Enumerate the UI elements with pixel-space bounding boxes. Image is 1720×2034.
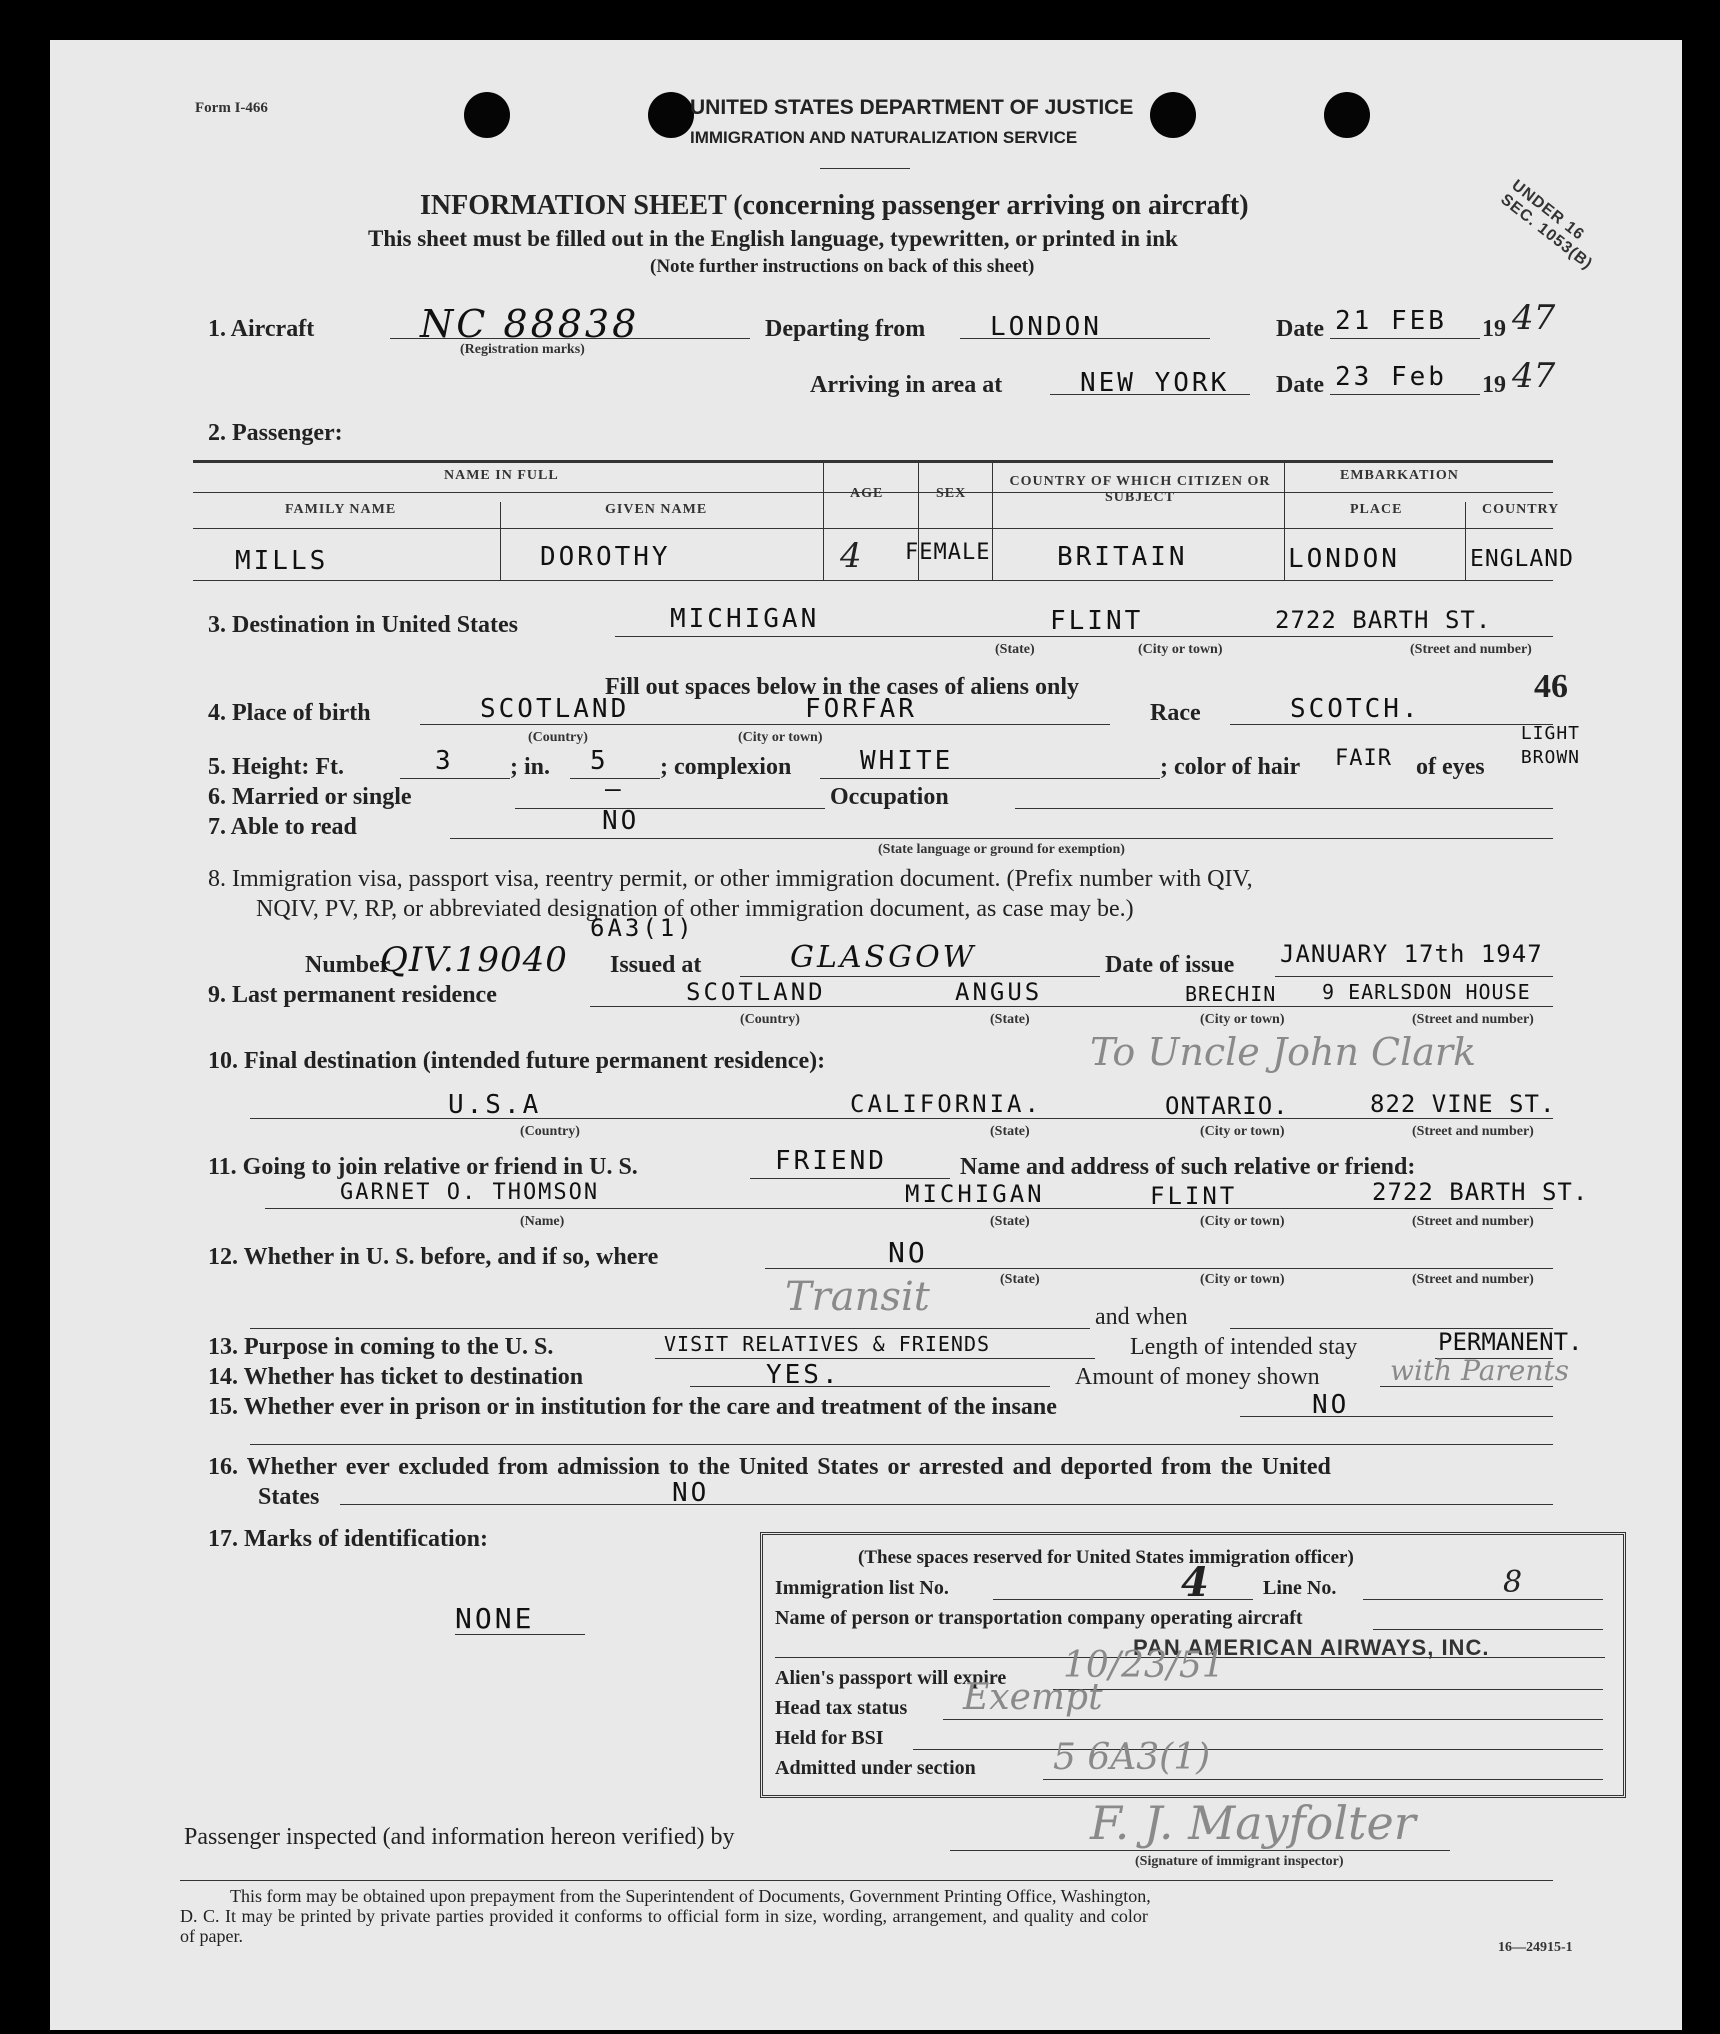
height-inches: 5 [590, 746, 609, 776]
destination-label: 3. Destination in United States [208, 612, 519, 638]
join-label: 11. Going to join relative or friend in U. S. [208, 1154, 638, 1180]
line-label: Line No. [1263, 1577, 1337, 1599]
tax-label: Head tax status [775, 1697, 908, 1719]
caption-birth-city: (City or town) [738, 730, 823, 745]
caption-res-street: (Street and number) [1412, 1012, 1534, 1027]
excluded-label: 16. Whether ever excluded from admission to the United States or arrested and deported from the United [208, 1454, 1331, 1480]
form-sheet [50, 40, 1682, 2030]
before-value: NO [888, 1236, 928, 1269]
arriving-label: Arriving in area at [810, 372, 1003, 398]
ticket-value: YES. [766, 1360, 841, 1390]
number-46: 46 [1534, 668, 1568, 705]
caption-join-street: (Street and number) [1412, 1214, 1534, 1229]
final-destination-annotation: To Uncle John Clark [1090, 1030, 1477, 1074]
final-street: 822 VINE ST. [1370, 1090, 1556, 1118]
birth-country: SCOTLAND [480, 694, 630, 724]
arriving-value: NEW YORK [1080, 368, 1230, 398]
birth-label: 4. Place of birth [208, 700, 371, 726]
last-residence-label: 9. Last permanent residence [208, 982, 497, 1008]
header-embarkation: EMBARKATION [1340, 468, 1459, 483]
header-name-in-full: NAME IN FULL [444, 468, 559, 483]
caption-birth-country: (Country) [528, 730, 588, 745]
read-caption: (State language or ground for exemption) [878, 842, 1125, 857]
bsi-label: Held for BSI [775, 1727, 884, 1749]
passenger-family-name: MILLS [235, 546, 329, 576]
visa-annotation: 6A3(1) [590, 914, 695, 942]
issued-label: Issued at [610, 952, 702, 978]
caption-final-country: (Country) [520, 1124, 580, 1139]
marks-value: NONE [455, 1602, 535, 1635]
read-value: NO [602, 806, 640, 836]
registration-caption: (Registration marks) [460, 342, 585, 357]
caption-street: (Street and number) [1410, 642, 1532, 657]
header-embarkation-place: PLACE [1350, 502, 1403, 517]
join-street: 2722 BARTH ST. [1372, 1178, 1589, 1206]
marks-label: 17. Marks of identification: [208, 1526, 488, 1552]
read-label: 7. Able to read [208, 814, 357, 840]
before-label: 12. Whether in U. S. before, and if so, where [208, 1244, 659, 1270]
header-age: AGE [850, 486, 884, 501]
caption-state: (State) [995, 642, 1035, 657]
aircraft-label: 1. Aircraft [208, 316, 315, 342]
passenger-label: 2. Passenger: [208, 420, 343, 446]
race-label: Race [1150, 700, 1201, 726]
date-of-issue: JANUARY 17th 1947 [1280, 940, 1543, 968]
join-city: FLINT [1150, 1182, 1238, 1210]
aliens-note: Fill out spaces below in the cases of aliens only [605, 674, 1080, 700]
header-family-name: FAMILY NAME [285, 502, 397, 517]
height-feet: 3 [435, 746, 454, 776]
caption-before-city: (City or town) [1200, 1272, 1285, 1287]
passenger-embarkation-place: LONDON [1288, 544, 1400, 574]
occupation-label: Occupation [830, 784, 949, 810]
caption-before-street: (Street and number) [1412, 1272, 1534, 1287]
header-sex: SEX [936, 486, 967, 501]
prison-label: 15. Whether ever in prison or in institution for the care and treatment of the insane [208, 1394, 1057, 1420]
passenger-age: 4 [840, 536, 862, 576]
married-label: 6. Married or single [208, 784, 412, 810]
last-res-street: 9 EARLSDON HOUSE [1322, 980, 1531, 1004]
passenger-citizenship: BRITAIN [1057, 542, 1188, 572]
caption-join-city: (City or town) [1200, 1214, 1285, 1229]
passenger-sex: FEMALE [905, 540, 991, 565]
prison-value: NO [1312, 1390, 1350, 1420]
join-value: FRIEND [775, 1146, 887, 1176]
join-state: MICHIGAN [905, 1180, 1045, 1208]
purpose-label: 13. Purpose in coming to the U. S. [208, 1334, 554, 1360]
issued-value: GLASGOW [790, 940, 977, 975]
complexion-label: ; complexion [660, 754, 792, 780]
caption-final-street: (Street and number) [1412, 1124, 1534, 1139]
final-state: CALIFORNIA. [850, 1090, 1042, 1118]
last-res-state: ANGUS [955, 978, 1043, 1006]
destination-street: 2722 BARTH ST. [1275, 606, 1492, 634]
hair-label: ; color of hair [1160, 754, 1301, 780]
date-of-issue-label: Date of issue [1105, 952, 1235, 978]
inches-label: ; in. [510, 754, 551, 780]
join-name-label: Name and address of such relative or friend: [960, 1154, 1416, 1180]
footer-line-1: This form may be obtained upon prepayment from the Superintendent of Documents, Government Printing Office, Washington, [230, 1886, 1151, 1906]
form-instruction: This sheet must be filled out in the English language, typewritten, or printed in ink [368, 226, 1178, 251]
punch-hole [464, 92, 510, 138]
expire-value: 10/23/51 [1063, 1645, 1225, 1686]
line-value: 8 [1503, 1565, 1523, 1600]
inspector-signature: F. J. Mayfolter [1090, 1796, 1416, 1850]
footer-line-3: of paper. [180, 1926, 243, 1946]
admitted-label: Admitted under section [775, 1757, 976, 1779]
when-label: and when [1095, 1304, 1188, 1330]
money-label: Amount of money shown [1075, 1364, 1320, 1390]
last-res-country: SCOTLAND [686, 978, 826, 1006]
caption-city: (City or town) [1138, 642, 1223, 657]
excluded-value: NO [672, 1478, 710, 1508]
final-destination-label: 10. Final destination (intended future permanent residence): [208, 1048, 826, 1074]
departing-label: Departing from [765, 316, 926, 342]
caption-res-state: (State) [990, 1012, 1030, 1027]
ticket-label: 14. Whether has ticket to destination [208, 1364, 584, 1390]
year-value: 47 [1512, 298, 1556, 338]
under-16-stamp: UNDER 16 SEC. 1053(B) [1497, 176, 1596, 274]
year-prefix: 19 [1482, 316, 1506, 342]
date-label: Date [1276, 316, 1324, 342]
visa-number: QIV.19040 [380, 940, 568, 980]
form-title: INFORMATION SHEET (concerning passenger arriving on aircraft) [420, 190, 1249, 221]
list-value: 4 [1181, 1559, 1209, 1606]
service-name: IMMIGRATION AND NATURALIZATION SERVICE [690, 128, 1078, 147]
footer-code: 16—24915-1 [1498, 1940, 1573, 1955]
footer-line-2: D. C. It may be printed by private parties provided it conforms to official form in size, wording, arrangement, and quality and color [180, 1906, 1148, 1926]
hair-value: FAIR [1335, 746, 1392, 771]
caption-before-state: (State) [1000, 1272, 1040, 1287]
eyes-label: of eyes [1416, 754, 1485, 780]
visa-number-label: Number [305, 952, 391, 978]
birth-city: FORFAR [805, 694, 917, 724]
stay-value: PERMANENT. [1438, 1328, 1583, 1356]
list-label: Immigration list No. [775, 1577, 949, 1599]
inspected-label: Passenger inspected (and information hereon verified) by [184, 1824, 735, 1850]
before-annotation: Transit [785, 1274, 930, 1320]
complexion-value: WHITE [860, 746, 954, 776]
purpose-value: VISIT RELATIVES & FRIENDS [664, 1332, 991, 1356]
stay-label: Length of intended stay [1130, 1334, 1358, 1360]
passenger-embarkation-country: ENGLAND [1470, 546, 1574, 572]
department-name: UNITED STATES DEPARTMENT OF JUSTICE [690, 96, 1134, 119]
operator-value: PAN AMERICAN AIRWAYS, INC. [1133, 1635, 1490, 1660]
money-value: with Parents [1390, 1354, 1569, 1387]
punch-hole [1150, 92, 1196, 138]
eyes-value: LIGHT BROWN [1520, 723, 1580, 768]
destination-state: MICHIGAN [670, 604, 820, 634]
passenger-given-name: DOROTHY [540, 542, 671, 572]
height-label: 5. Height: Ft. [208, 754, 344, 780]
arrival-year-prefix: 19 [1482, 372, 1506, 398]
punch-hole [1324, 92, 1370, 138]
join-name: GARNET O. THOMSON [340, 1180, 600, 1205]
departing-value: LONDON [990, 312, 1102, 342]
last-res-city: BRECHIN [1185, 982, 1277, 1006]
visa-label-2: NQIV, PV, RP, or abbreviated designation of other immigration document, as case may be.) [256, 896, 1134, 922]
signature-caption: (Signature of immigrant inspector) [1135, 1854, 1344, 1869]
admitted-value: 5 6A3(1) [1053, 1737, 1211, 1778]
final-country: U.S.A [448, 1090, 542, 1120]
final-city: ONTARIO. [1165, 1092, 1289, 1120]
operator-label: Name of person or transportation company operating aircraft [775, 1607, 1303, 1629]
caption-res-country: (Country) [740, 1012, 800, 1027]
caption-join-state: (State) [990, 1214, 1030, 1229]
arrival-date-label: Date [1276, 372, 1324, 398]
married-value: — [605, 774, 624, 804]
header-embarkation-country: COUNTRY [1482, 502, 1560, 517]
race-value: SCOTCH. [1290, 694, 1421, 724]
visa-label: 8. Immigration visa, passport visa, reentry permit, or other immigration document. (Prefix number with QIV, [208, 866, 1253, 892]
tax-value: Exempt [963, 1677, 1103, 1718]
officer-box-title: (These spaces reserved for United States immigration officer) [858, 1547, 1354, 1568]
header-given-name: GIVEN NAME [605, 502, 708, 517]
caption-final-state: (State) [990, 1124, 1030, 1139]
form-note: (Note further instructions on back of this sheet) [650, 256, 1035, 277]
form-number: Form I-466 [195, 100, 268, 116]
caption-join-name: (Name) [520, 1214, 565, 1229]
aircraft-value: NC 88838 [420, 302, 640, 346]
excluded-label-2: States [258, 1484, 320, 1510]
immigration-officer-box [760, 1532, 1626, 1798]
date-value: 21 FEB [1335, 306, 1447, 336]
caption-final-city: (City or town) [1200, 1124, 1285, 1139]
expire-label: Alien's passport will expire [775, 1667, 1007, 1689]
header-citizen-country: COUNTRY OF WHICH CITIZEN OR SUBJECT [1009, 474, 1271, 505]
destination-city: FLINT [1050, 606, 1144, 636]
arrival-year-value: 47 [1512, 356, 1556, 396]
arrival-date-value: 23 Feb [1335, 362, 1447, 392]
caption-res-city: (City or town) [1200, 1012, 1285, 1027]
punch-hole [648, 92, 694, 138]
